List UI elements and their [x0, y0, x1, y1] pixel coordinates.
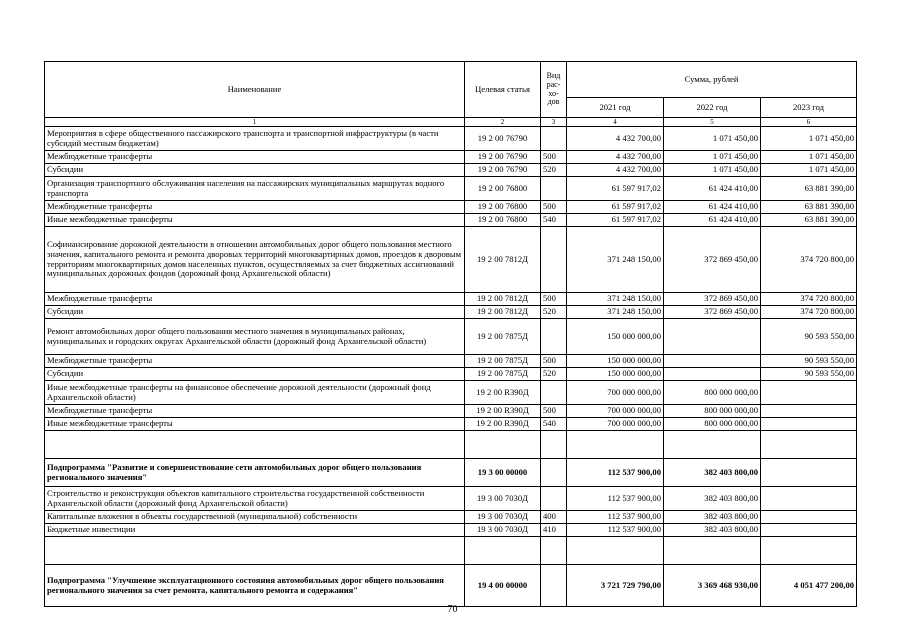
- empty-cell: [664, 537, 761, 565]
- row-amount-2022: 3 369 468 930,00: [664, 565, 761, 607]
- row-name: Межбюджетные трансферты: [45, 151, 465, 164]
- row-expense-type: [541, 381, 567, 405]
- empty-cell: [465, 431, 541, 459]
- header-expense-type: Вид рас-хо-дов: [541, 62, 567, 118]
- table-row: [45, 293, 857, 306]
- row-name: Субсидии: [45, 368, 465, 381]
- row-expense-type: 520: [541, 368, 567, 381]
- row-expense-type: [541, 319, 567, 355]
- empty-cell: [567, 431, 664, 459]
- row-amount-2021: 112 537 900,00: [567, 511, 664, 524]
- budget-table: [44, 61, 857, 607]
- column-index: 3: [541, 118, 567, 127]
- row-amount-2021: 61 597 917,02: [567, 201, 664, 214]
- header-target-article: Целевая статья: [465, 62, 541, 118]
- row-amount-2021: 112 537 900,00: [567, 524, 664, 537]
- row-amount-2022: 1 071 450,00: [664, 164, 761, 177]
- row-name: Мероприятия в сфере общественного пассажирского транспорта и транспортной инфраструктуры (в части субсидий местным бюджетам): [45, 127, 465, 151]
- row-name: Капитальные вложения в объекты государственной (муниципальной) собственности: [45, 511, 465, 524]
- row-amount-2021: 4 432 700,00: [567, 127, 664, 151]
- row-amount-2022: 61 424 410,00: [664, 214, 761, 227]
- row-amount-2021: 61 597 917,02: [567, 214, 664, 227]
- column-index: 6: [761, 118, 857, 127]
- row-code: 19 4 00 00000: [465, 565, 541, 607]
- spacer-row: [45, 537, 857, 565]
- table-row: [45, 177, 857, 201]
- row-amount-2023: 63 881 390,00: [761, 201, 857, 214]
- table-row: [45, 214, 857, 227]
- row-amount-2023: 90 593 550,00: [761, 355, 857, 368]
- header-sum: Сумма, рублей: [567, 62, 857, 98]
- row-amount-2023: [761, 418, 857, 431]
- row-code: 19 2 00 7875Д: [465, 319, 541, 355]
- row-code: 19 2 00 7812Д: [465, 306, 541, 319]
- row-name: Межбюджетные трансферты: [45, 201, 465, 214]
- empty-cell: [465, 537, 541, 565]
- row-name: Межбюджетные трансферты: [45, 355, 465, 368]
- row-code: 19 2 00 7812Д: [465, 293, 541, 306]
- table-row: [45, 306, 857, 319]
- row-amount-2021: 61 597 917,02: [567, 177, 664, 201]
- row-code: 19 2 00 76790: [465, 127, 541, 151]
- row-amount-2023: [761, 459, 857, 487]
- row-amount-2022: 382 403 800,00: [664, 487, 761, 511]
- empty-cell: [541, 537, 567, 565]
- row-expense-type: [541, 565, 567, 607]
- row-code: 19 2 00 76800: [465, 201, 541, 214]
- spacer-row: [45, 431, 857, 459]
- row-name: Межбюджетные трансферты: [45, 405, 465, 418]
- empty-cell: [664, 431, 761, 459]
- row-expense-type: [541, 177, 567, 201]
- row-code: 19 2 00 R390Д: [465, 381, 541, 405]
- row-amount-2022: 1 071 450,00: [664, 151, 761, 164]
- row-code: 19 2 00 7875Д: [465, 355, 541, 368]
- row-name: Софинансирование дорожной деятельности в отношении автомобильных дорог общего пользования местного значения, капитального ремонта и ремонта дворовых территорий многоквартирных домов, проездов к дворовым территориям многоквартирных домов населенных пунктов, осуществляемых за счет бюджетных ассигнований муниципальных дорожных фондов (дорожный фонд Архангельской области): [45, 227, 465, 293]
- column-index: 1: [45, 118, 465, 127]
- table-row: [45, 368, 857, 381]
- row-amount-2023: 374 720 800,00: [761, 227, 857, 293]
- row-amount-2021: 4 432 700,00: [567, 151, 664, 164]
- table-row: [45, 524, 857, 537]
- table-row: [45, 405, 857, 418]
- row-expense-type: 520: [541, 164, 567, 177]
- row-amount-2023: 90 593 550,00: [761, 319, 857, 355]
- row-amount-2021: 371 248 150,00: [567, 293, 664, 306]
- table-row: [45, 201, 857, 214]
- row-code: 19 3 00 7030Д: [465, 511, 541, 524]
- subprogram-row: [45, 459, 857, 487]
- row-code: 19 2 00 R390Д: [465, 405, 541, 418]
- table-row: [45, 355, 857, 368]
- row-amount-2021: 150 000 000,00: [567, 355, 664, 368]
- table-row: [45, 487, 857, 511]
- empty-cell: [567, 537, 664, 565]
- row-expense-type: [541, 227, 567, 293]
- row-name: Субсидии: [45, 306, 465, 319]
- row-amount-2022: 800 000 000,00: [664, 381, 761, 405]
- empty-cell: [761, 537, 857, 565]
- row-code: 19 3 00 7030Д: [465, 524, 541, 537]
- row-amount-2021: 371 248 150,00: [567, 227, 664, 293]
- row-name: Бюджетные инвестиции: [45, 524, 465, 537]
- row-amount-2023: 374 720 800,00: [761, 306, 857, 319]
- row-amount-2023: 374 720 800,00: [761, 293, 857, 306]
- table-row: [45, 151, 857, 164]
- row-amount-2022: 382 403 800,00: [664, 459, 761, 487]
- row-amount-2021: 112 537 900,00: [567, 459, 664, 487]
- row-name: Подпрограмма "Развитие и совершенствование сети автомобильных дорог общего пользования регионального значения": [45, 459, 465, 487]
- column-index-row: [45, 118, 857, 127]
- column-index: 4: [567, 118, 664, 127]
- row-expense-type: [541, 127, 567, 151]
- empty-cell: [45, 537, 465, 565]
- row-code: 19 2 00 76800: [465, 177, 541, 201]
- row-name: Строительство и реконструкция объектов капитального строительства государственной собственности Архангельской области (дорожный фонд Архангельской области): [45, 487, 465, 511]
- row-code: 19 2 00 R390Д: [465, 418, 541, 431]
- row-name: Межбюджетные трансферты: [45, 293, 465, 306]
- row-amount-2022: 61 424 410,00: [664, 177, 761, 201]
- row-amount-2021: 700 000 000,00: [567, 381, 664, 405]
- row-amount-2022: 1 071 450,00: [664, 127, 761, 151]
- row-amount-2022: [664, 368, 761, 381]
- row-amount-2023: [761, 381, 857, 405]
- row-code: 19 2 00 7812Д: [465, 227, 541, 293]
- row-amount-2023: 4 051 477 200,00: [761, 565, 857, 607]
- row-amount-2022: 61 424 410,00: [664, 201, 761, 214]
- row-expense-type: 400: [541, 511, 567, 524]
- empty-cell: [761, 431, 857, 459]
- header-name: Наименование: [45, 62, 465, 118]
- row-name: Ремонт автомобильных дорог общего пользования местного значения в муниципальных районах, муниципальных и городских округах Архангельской области (дорожный фонд Архангельской области): [45, 319, 465, 355]
- table-row: [45, 511, 857, 524]
- row-name: Организация транспортного обслуживания населения на пассажирских муниципальных маршрутах водного транспорта: [45, 177, 465, 201]
- row-amount-2022: 800 000 000,00: [664, 418, 761, 431]
- row-amount-2022: 372 869 450,00: [664, 293, 761, 306]
- row-name: Подпрограмма "Улучшение эксплуатационного состояния автомобильных дорог общего пользования регионального значения за счет ремонта, капитального ремонта и содержания": [45, 565, 465, 607]
- row-amount-2022: [664, 319, 761, 355]
- page-number: 70: [447, 604, 458, 615]
- row-amount-2023: [761, 487, 857, 511]
- row-amount-2023: 90 593 550,00: [761, 368, 857, 381]
- empty-cell: [541, 431, 567, 459]
- row-expense-type: 520: [541, 306, 567, 319]
- row-name: Иные межбюджетные трансферты: [45, 418, 465, 431]
- row-amount-2023: [761, 524, 857, 537]
- empty-cell: [45, 431, 465, 459]
- table-row: [45, 319, 857, 355]
- row-code: 19 2 00 76790: [465, 164, 541, 177]
- row-code: 19 3 00 00000: [465, 459, 541, 487]
- row-amount-2022: 372 869 450,00: [664, 227, 761, 293]
- row-amount-2023: 63 881 390,00: [761, 214, 857, 227]
- row-amount-2021: 4 432 700,00: [567, 164, 664, 177]
- table-row: [45, 418, 857, 431]
- row-amount-2021: 150 000 000,00: [567, 368, 664, 381]
- row-expense-type: 500: [541, 201, 567, 214]
- row-amount-2023: [761, 511, 857, 524]
- table-row: [45, 381, 857, 405]
- row-expense-type: 540: [541, 214, 567, 227]
- header-year-2023: 2023 год: [761, 98, 857, 118]
- row-code: 19 2 00 7875Д: [465, 368, 541, 381]
- row-amount-2021: 371 248 150,00: [567, 306, 664, 319]
- row-expense-type: 500: [541, 151, 567, 164]
- row-expense-type: [541, 459, 567, 487]
- column-index: 5: [664, 118, 761, 127]
- row-amount-2022: 800 000 000,00: [664, 405, 761, 418]
- row-code: 19 3 00 7030Д: [465, 487, 541, 511]
- row-expense-type: [541, 487, 567, 511]
- row-amount-2021: 150 000 000,00: [567, 319, 664, 355]
- row-amount-2022: 382 403 800,00: [664, 511, 761, 524]
- row-amount-2022: [664, 355, 761, 368]
- row-amount-2023: 63 881 390,00: [761, 177, 857, 201]
- row-amount-2021: 700 000 000,00: [567, 418, 664, 431]
- row-expense-type: 540: [541, 418, 567, 431]
- header-year-2021: 2021 год: [567, 98, 664, 118]
- row-name: Иные межбюджетные трансферты на финансовое обеспечение дорожной деятельности (дорожный фонд Архангельской области): [45, 381, 465, 405]
- row-amount-2023: [761, 405, 857, 418]
- subprogram-row: [45, 565, 857, 607]
- table-row: [45, 164, 857, 177]
- row-amount-2023: 1 071 450,00: [761, 151, 857, 164]
- table-row: [45, 227, 857, 293]
- row-amount-2021: 112 537 900,00: [567, 487, 664, 511]
- row-expense-type: 500: [541, 355, 567, 368]
- row-expense-type: 500: [541, 293, 567, 306]
- row-amount-2021: 3 721 729 790,00: [567, 565, 664, 607]
- row-name: Иные межбюджетные трансферты: [45, 214, 465, 227]
- row-amount-2023: 1 071 450,00: [761, 164, 857, 177]
- row-name: Субсидии: [45, 164, 465, 177]
- row-amount-2021: 700 000 000,00: [567, 405, 664, 418]
- table-row: [45, 127, 857, 151]
- column-index: 2: [465, 118, 541, 127]
- header-year-2022: 2022 год: [664, 98, 761, 118]
- row-amount-2022: 372 869 450,00: [664, 306, 761, 319]
- row-code: 19 2 00 76800: [465, 214, 541, 227]
- header-row: [45, 62, 857, 98]
- row-amount-2022: 382 403 800,00: [664, 524, 761, 537]
- row-code: 19 2 00 76790: [465, 151, 541, 164]
- row-amount-2023: 1 071 450,00: [761, 127, 857, 151]
- row-expense-type: 500: [541, 405, 567, 418]
- row-expense-type: 410: [541, 524, 567, 537]
